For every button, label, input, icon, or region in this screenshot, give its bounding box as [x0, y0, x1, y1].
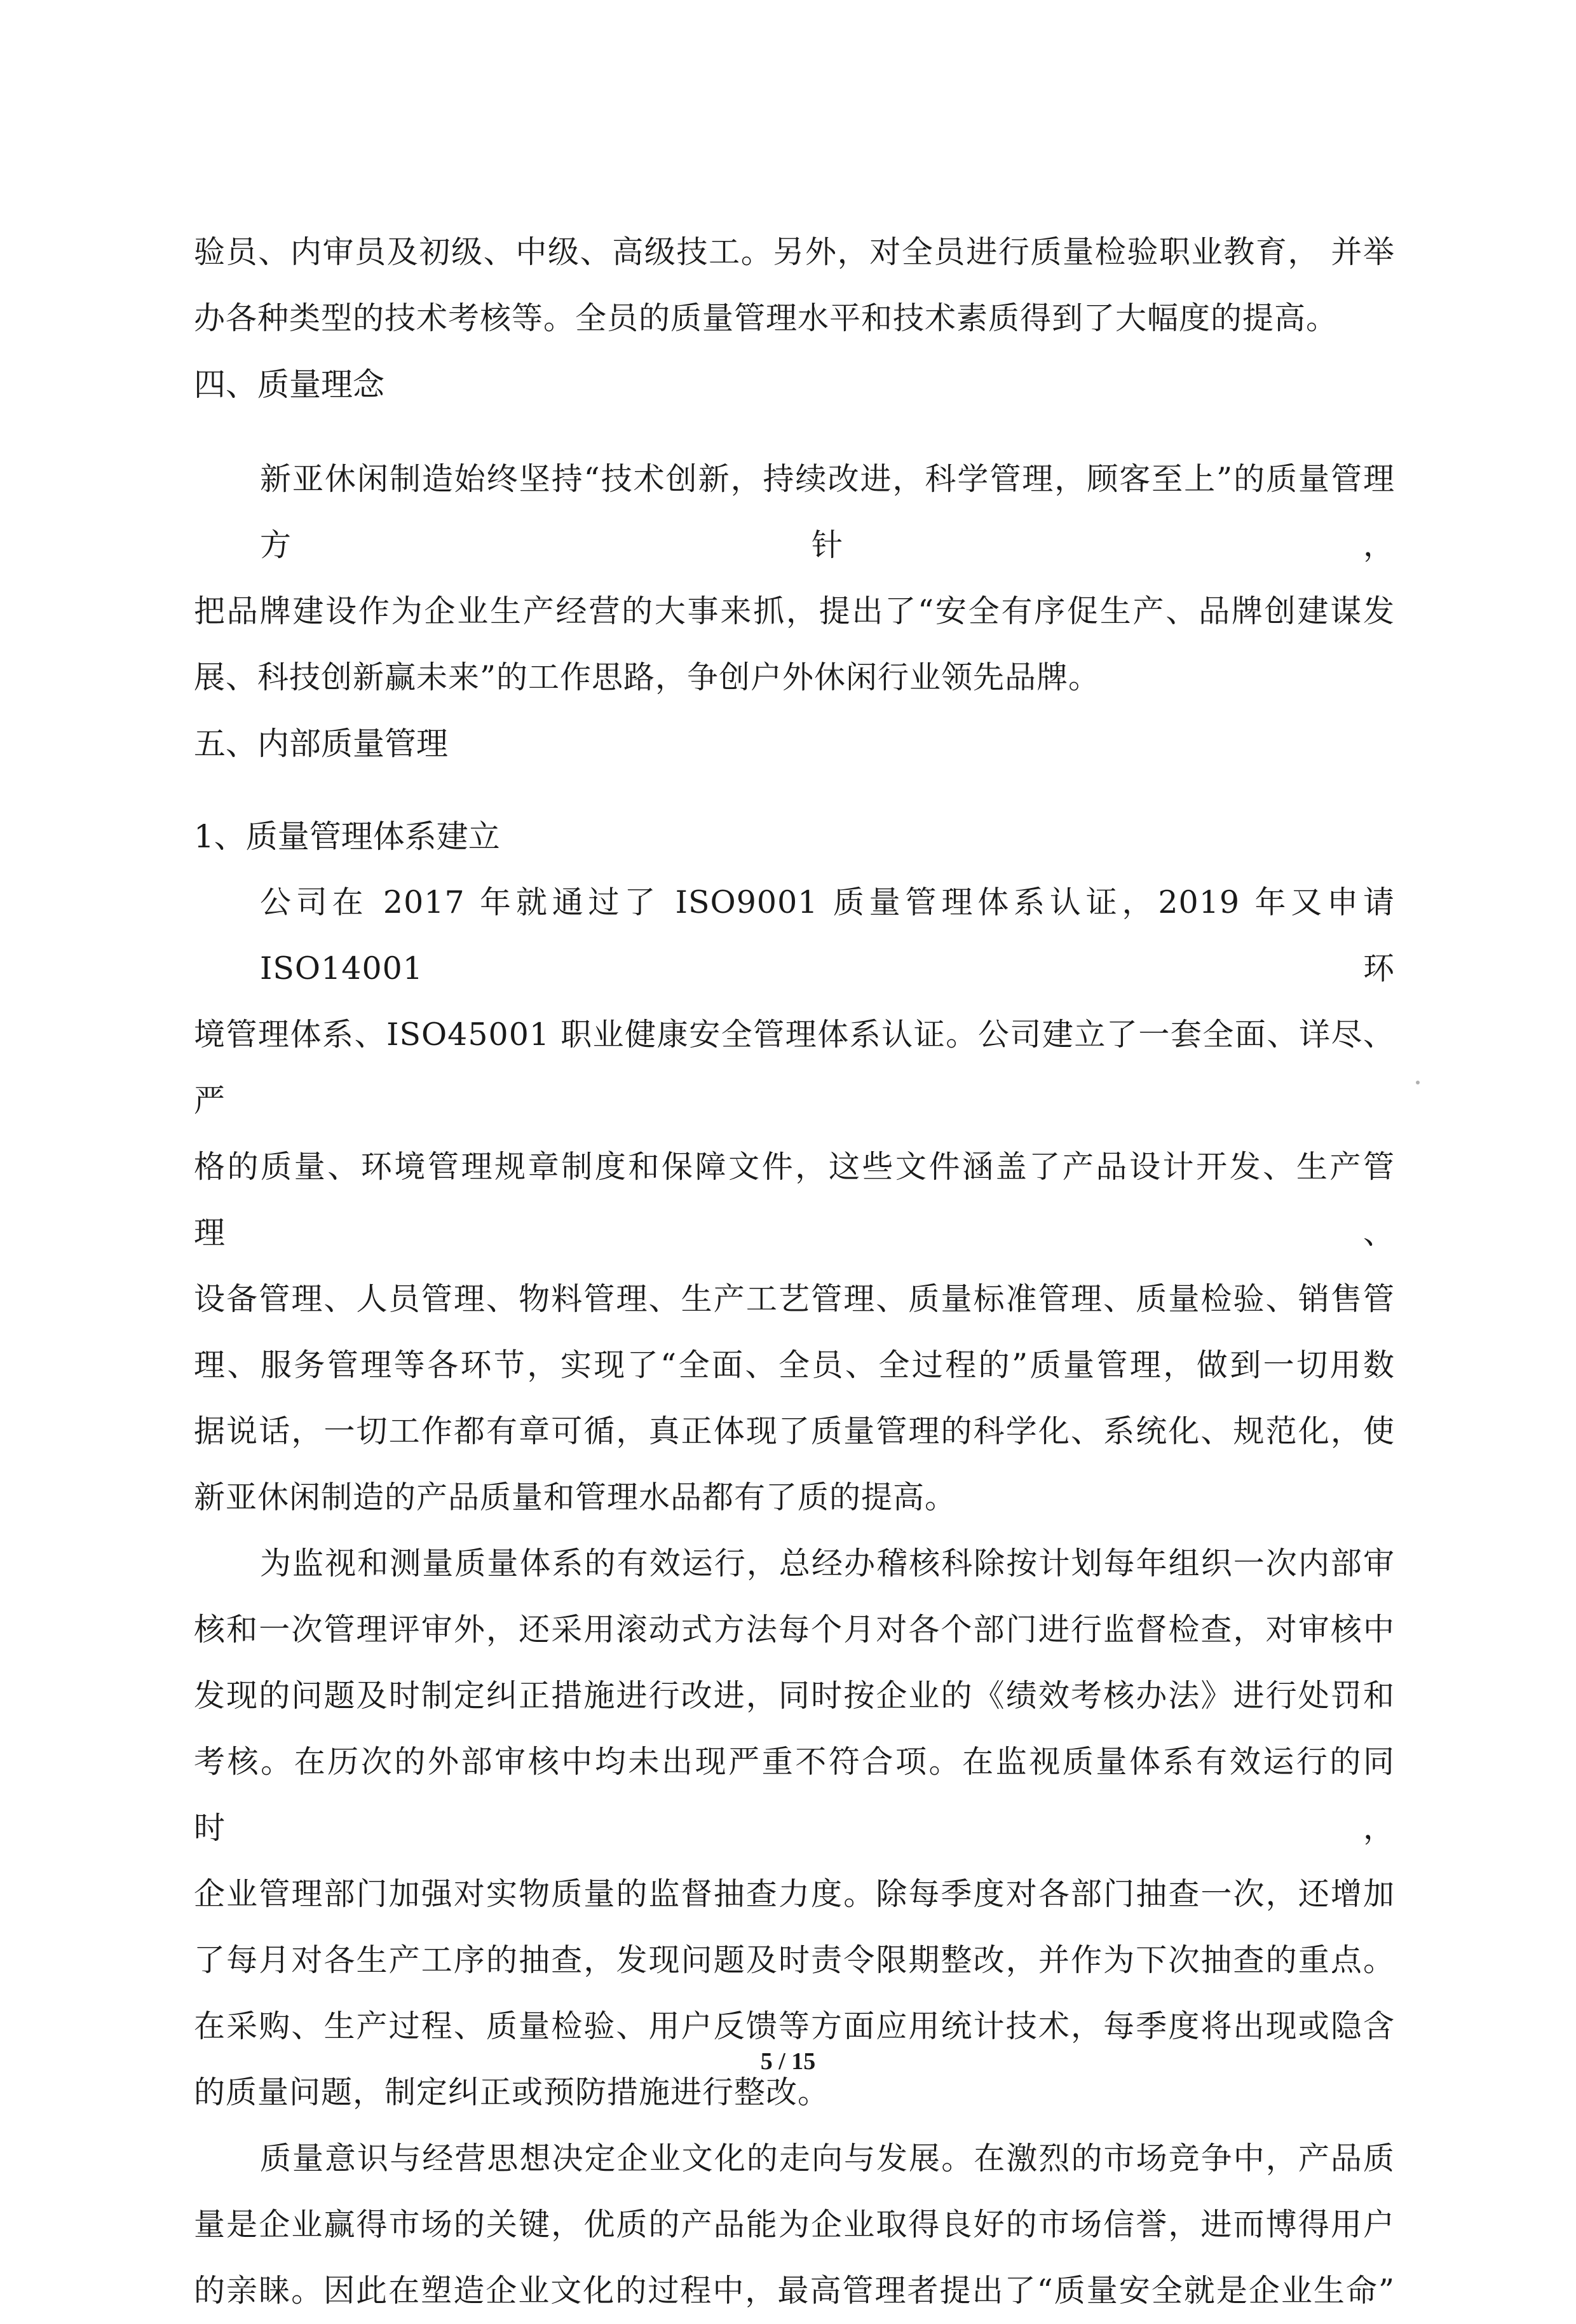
text-line: 理、服务管理等各环节，实现了“全面、全员、全过程的”质量管理，做到一切用数: [194, 1347, 1395, 1383]
text-line: 在采购、生产过程、质量检验、用户反馈等方面应用统计技术，每季度将出现或隐含: [194, 2008, 1395, 2044]
text-line: 境管理体系、ISO45001 职业健康安全管理体系认证。公司建立了一套全面、详尽、严: [194, 1016, 1395, 1119]
text-line: 考核。在历次的外部审核中均未出现严重不符合项。在监视质量体系有效运行的同时，: [194, 1744, 1395, 1846]
subsection-heading-1: 1、质量管理体系建立: [194, 818, 500, 855]
text-line: 为监视和测量质量体系的有效运行，总经办稽核科除按计划每年组织一次内部审: [260, 1545, 1395, 1582]
text-line: 的质量问题，制定纠正或预防措施进行整改。: [194, 2074, 830, 2110]
text-line: 企业管理部门加强对实物质量的监督抽查力度。除每季度对各部门抽查一次，还增加: [194, 1876, 1395, 1912]
text-line: 公司在 2017 年就通过了 ISO9001 质量管理体系认证，2019 年又申请 ISO14001 环: [260, 884, 1395, 987]
text-line: 新亚休闲制造始终坚持“技术创新，持续改进，科学管理，顾客至上”的质量管理方针，: [260, 461, 1395, 563]
text-line: 据说话，一切工作都有章可循，真正体现了质量管理的科学化、系统化、规范化，使: [194, 1413, 1395, 1449]
text-line: 把品牌建设作为企业生产经营的大事来抓，提出了“安全有序促生产、品牌创建谋发: [194, 593, 1395, 629]
text-line: 了每月对各生产工序的抽查，发现问题及时责令限期整改，并作为下次抽查的重点。: [194, 1942, 1395, 1978]
text-line: 的亲睐。因此在塑造企业文化的过程中，最高管理者提出了“质量安全就是企业生命”: [194, 2273, 1395, 2309]
text-line: 格的质量、环境管理规章制度和保障文件，这些文件涵盖了产品设计开发、生产管理、: [194, 1149, 1395, 1251]
text-line: 验员、内审员及初级、中级、高级技工。另外，对全员进行质量检验职业教育， 并举: [194, 234, 1395, 270]
text-line: 质量意识与经营思想决定企业文化的走向与发展。在激烈的市场竞争中，产品质: [260, 2140, 1395, 2177]
section-heading-5: 五、内部质量管理: [194, 725, 448, 762]
scan-speck: [1416, 1081, 1420, 1084]
text-line: 设备管理、人员管理、物料管理、生产工艺管理、质量标准管理、质量检验、销售管: [194, 1281, 1395, 1317]
page-content: [194, 219, 1395, 2324]
text-line: 新亚休闲制造的产品质量和管理水品都有了质的提高。: [194, 1479, 957, 1515]
text-line: 发现的问题及时制定纠正措施进行改进，同时按企业的《绩效考核办法》进行处罚和: [194, 1678, 1395, 1714]
text-line: 核和一次管理评审外，还采用滚动式方法每个月对各个部门进行监督检查，对审核中: [194, 1611, 1395, 1648]
text-line: 展、科技创新赢未来”的工作思路，争创户外休闲行业领先品牌。: [194, 659, 1101, 695]
text-line: 办各种类型的技术考核等。全员的质量管理水平和技术素质得到了大幅度的提高。: [194, 300, 1338, 336]
text-line: 量是企业赢得市场的关键，优质的产品能为企业取得良好的市场信誉，进而博得用户: [194, 2206, 1395, 2243]
page-number: 5 / 15: [760, 2048, 816, 2075]
section-heading-4: 四、质量理念: [194, 366, 384, 403]
